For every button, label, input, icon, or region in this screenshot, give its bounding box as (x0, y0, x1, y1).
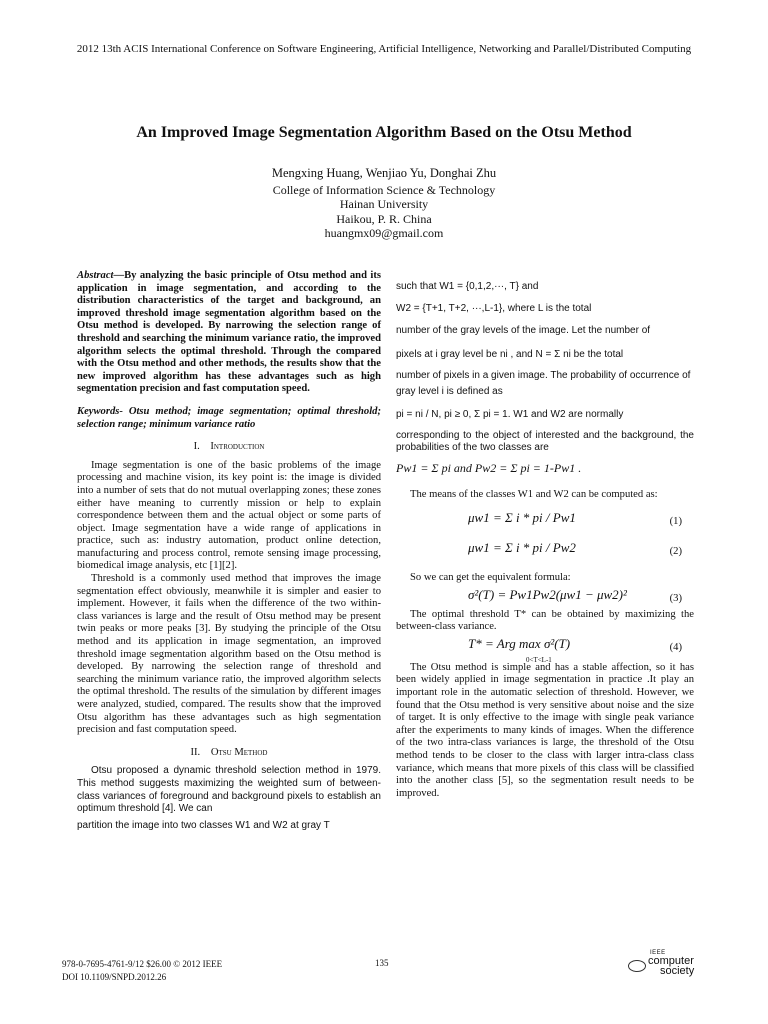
author-block (140, 166, 628, 241)
text-line: So we can get the equivalent formula: (410, 572, 571, 583)
authors: Mengxing Huang, Wenjiao Yu, Donghai Zhu (271, 166, 497, 180)
ieee-computer-society-logo (626, 950, 694, 976)
logo-small-text: IEEE (650, 950, 666, 956)
formula-line: pi = ni / N, pi ≥ 0, Σ pi = 1. W1 and W2 are normally (396, 409, 624, 420)
abstract-label: Abstract (77, 270, 114, 281)
paragraph: The Otsu method is simple and has a stable affection, so it has been widely applied in image segmentation in practice .It play an important role in the automatic selection of threshold. However, we found that the Otsu method is very sensitive about noise and the size of target. It is only effective to the image with single peak variance after the experiments to many kinds of images. When the difference of the two intra-class variances is large, the threshold of the Otsu method tends to be closer to the class with larger intra-class class variance, which means that more pixels of this class will be classified into the another class [5], so the segmentation result needs to be improved. (396, 661, 694, 799)
equation-2 (396, 538, 694, 568)
section-number: II. (190, 746, 201, 758)
footer-copyright (62, 958, 222, 984)
equation-number: (1) (669, 516, 682, 527)
text-line: such that W1 = {0,1,2,···, T} and (396, 281, 539, 292)
paragraph: Otsu proposed a dynamic threshold selection method in 1979. This method suggests maximizing the weighted sum of between-class variances of foreground and background pixels to establish an optimum threshold [4]. We can (77, 765, 381, 815)
abstract-text: —By analyzing the basic principle of Otsu method and its application in image segmentation, and according to the distribution characteristics of the target and background, an improved threshold image segmentation algorithm based on the Otsu method is developed. By narrowing the selection range of threshold and searching the minimum variance ratio, the improved algorithm selects the optimal threshold. Through the compared with the Otsu method and other methods, the results show that the new improved algorithm has these advantages such as high segmentation precision and fast computation speed. (77, 270, 381, 395)
section-heading-1 (77, 441, 381, 454)
text-line: corresponding to the object of interested and the background, the probabilities of the two classes are (396, 430, 694, 453)
logo-text-computer: computer (648, 955, 694, 967)
equation-body: T* = Arg max σ²(T) (468, 635, 571, 651)
section-title: Otsu Method (210, 746, 268, 758)
doi-line: DOI 10.1109/SNPD.2012.26 (62, 972, 167, 982)
equation-4 (396, 634, 694, 662)
equation-number: (2) (669, 546, 682, 557)
paragraph: Image segmentation is one of the basic problems of the image processing and machine vision, its key point is: the image is divided into a number of sets that do not mutual overlapping zones; these zones either have meaning to currently mission or help to explain correspondence between them and the actual object or some parts of object. Image segmentation have a wide range of applications in practice, such as: industry automation, product online detection, manufacturing and process control, remote sensing image processing, biomedical image analysis, etc [1][2]. (77, 459, 381, 572)
equation-body: σ²(T) = Pw1Pw2(μw1 − μw2)² (468, 586, 627, 602)
paragraph: partition the image into two classes W1 and W2 at gray T (77, 819, 330, 831)
equation-1 (396, 508, 694, 538)
section-number: I. (193, 441, 200, 453)
conference-header: 2012 13th ACIS International Conference on Software Engineering, Artificial Intelligence, Networking and Parallel/Distributed Computing (76, 43, 692, 55)
text-line: W2 = {T+1, T+2, ···,L-1}, where L is the total (396, 303, 592, 314)
text-line: number of pixels in a given image. The probability of occurrence of gray level i is defined as (396, 370, 691, 397)
isbn-line: 978-0-7695-4761-9/12 $26.00 © 2012 IEEE (62, 959, 223, 969)
text-line: The means of the classes W1 and W2 can be computed as: (410, 489, 658, 500)
formula-line: Pw1 = Σ pi and Pw2 = Σ pi = 1-Pw1 . (396, 461, 582, 475)
affiliation-line: College of Information Science & Technology (272, 182, 496, 197)
section-title: Introduction (210, 441, 265, 453)
affiliation-line: Hainan University (339, 197, 429, 211)
right-column (396, 276, 694, 800)
section-heading-2 (77, 747, 381, 760)
abstract (77, 270, 381, 396)
page-number: 135 (375, 958, 389, 968)
logo-mark-icon (628, 960, 646, 972)
equation-number: (4) (669, 641, 682, 653)
equation-body: μw1 = Σ i * pi / Pw2 (468, 540, 576, 555)
paragraph: Threshold is a commonly used method that improves the image segmentation effect obviously, meanwhile it is simpler and easier to implement. However, it fails when the difference of the two within-class variances is large and the result of Otsu method may be present twin peaks or more peaks [3]. By studying the principle of the Otsu method and its application in image segmentation, an improved threshold image segmentation algorithm based on the Otsu method is developed. By narrowing the selection range of threshold and searching the minimum variance ratio, the improved algorithm selects the optimal threshold. The results of the simulation by different images were analyzed, studied, compared. The results show that the improved Otsu algorithm has these advantages such as high segmentation precision and fast computation speed. (77, 573, 381, 736)
text-line: pixels at i gray level be ni , and N = Σ ni be the total (396, 349, 624, 360)
equation-subscript: 0<T<L-1 (526, 655, 552, 664)
text-line: number of the gray levels of the image. Let the number of (396, 325, 651, 336)
equation-3 (396, 585, 694, 609)
logo-text-society: society (660, 965, 695, 977)
equation-number: (3) (669, 592, 682, 604)
keywords: Keywords- Otsu method; image segmentation; optimal threshold; selection range; minimum variance ratio (77, 405, 381, 430)
paper-title: An Improved Image Segmentation Algorithm Based on the Otsu Method (136, 124, 632, 141)
affiliation-line: Haikou, P. R. China (336, 211, 432, 226)
paragraph: The optimal threshold T* can be obtained by maximizing the between-class variance. (396, 608, 694, 633)
equation-body: μw1 = Σ i * pi / Pw1 (468, 510, 576, 525)
left-column (77, 270, 381, 832)
author-email: huangmx09@gmail.com (324, 226, 444, 240)
